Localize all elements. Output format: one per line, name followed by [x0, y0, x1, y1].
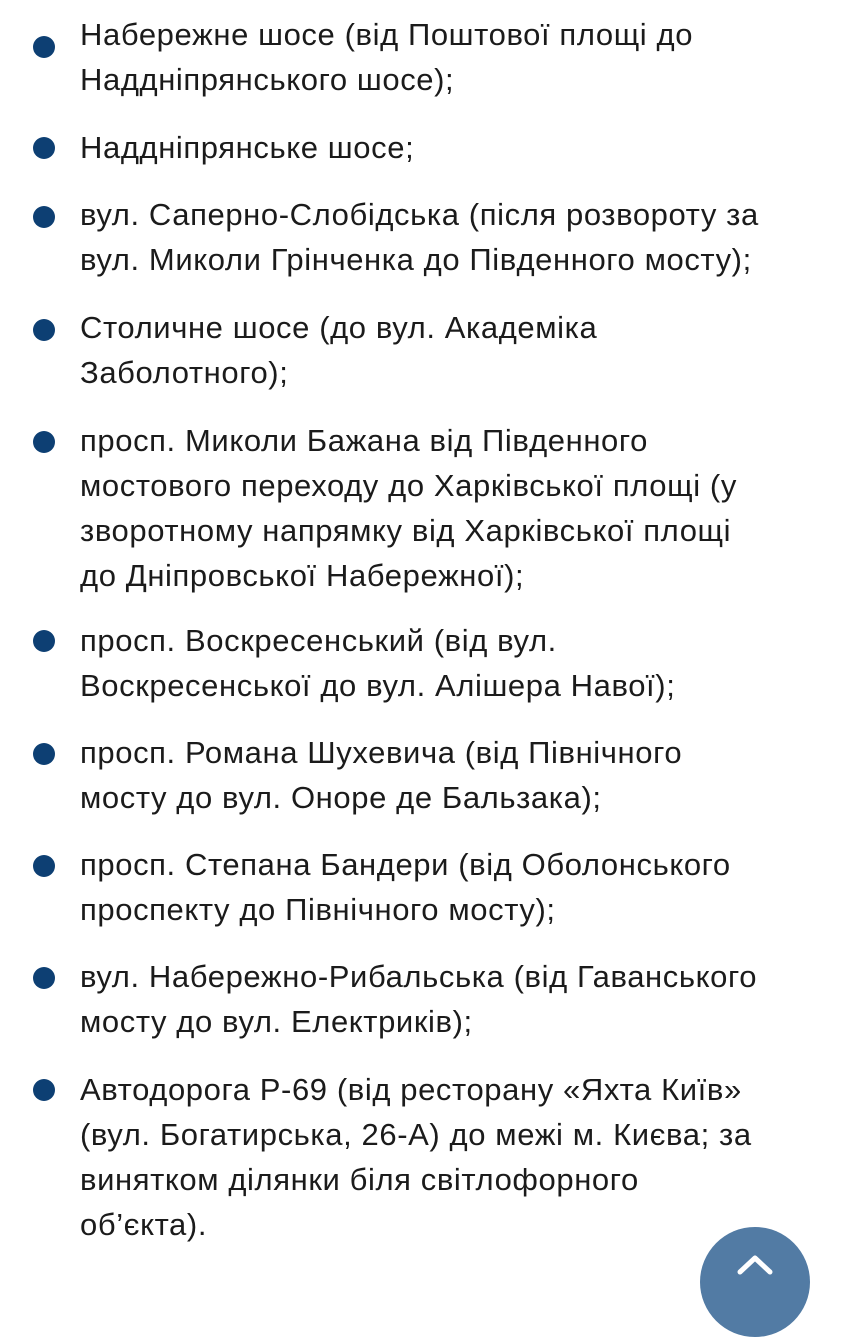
bullet-icon	[33, 1079, 55, 1101]
list-item-text: просп. Романа Шухевича (від Північного мосту до вул. Оноре де Бальзака);	[80, 735, 683, 815]
list-item-text: вул. Набережно-Рибальська (від Гаванського мосту до вул. Електриків);	[80, 959, 758, 1039]
list-item-text: просп. Миколи Бажана від Південного мостового переходу до Харківської площі (у зворотному напрямку від Харківської площі до Дніпровської Набережної);	[80, 423, 737, 593]
scroll-to-top-button[interactable]	[700, 1227, 810, 1337]
list-item-text: Наддніпрянське шосе;	[80, 130, 415, 165]
list-item-text: просп. Степана Бандери (від Оболонського проспекту до Північного мосту);	[80, 847, 731, 927]
chevron-up-icon	[735, 1251, 775, 1275]
list-item-text: Автодорога Р-69 (від ресторану «Яхта Київ» (вул. Богатирська, 26-А) до межі м. Києва; за винятком ділянки біля світлофорного об’єкта).	[80, 1072, 752, 1242]
list-item-text: вул. Саперно-Слобідська (після розвороту за вул. Миколи Грінченка до Південного мосту);	[80, 197, 759, 277]
bullet-icon	[33, 206, 55, 228]
bullet-icon	[33, 743, 55, 765]
bullet-icon	[33, 36, 55, 58]
bullet-icon	[33, 855, 55, 877]
bullet-icon	[33, 431, 55, 453]
list-item-text: Столичне шосе (до вул. Академіка Заболотного);	[80, 310, 598, 390]
bullet-icon	[33, 319, 55, 341]
bullet-icon	[33, 967, 55, 989]
bullet-icon	[33, 630, 55, 652]
list-item-text: просп. Воскресенський (від вул. Воскресенської до вул. Алішера Навої);	[80, 623, 676, 703]
list-item-text: Набережне шосе (від Поштової площі до Наддніпрянського шосе);	[80, 17, 694, 97]
bullet-icon	[33, 137, 55, 159]
